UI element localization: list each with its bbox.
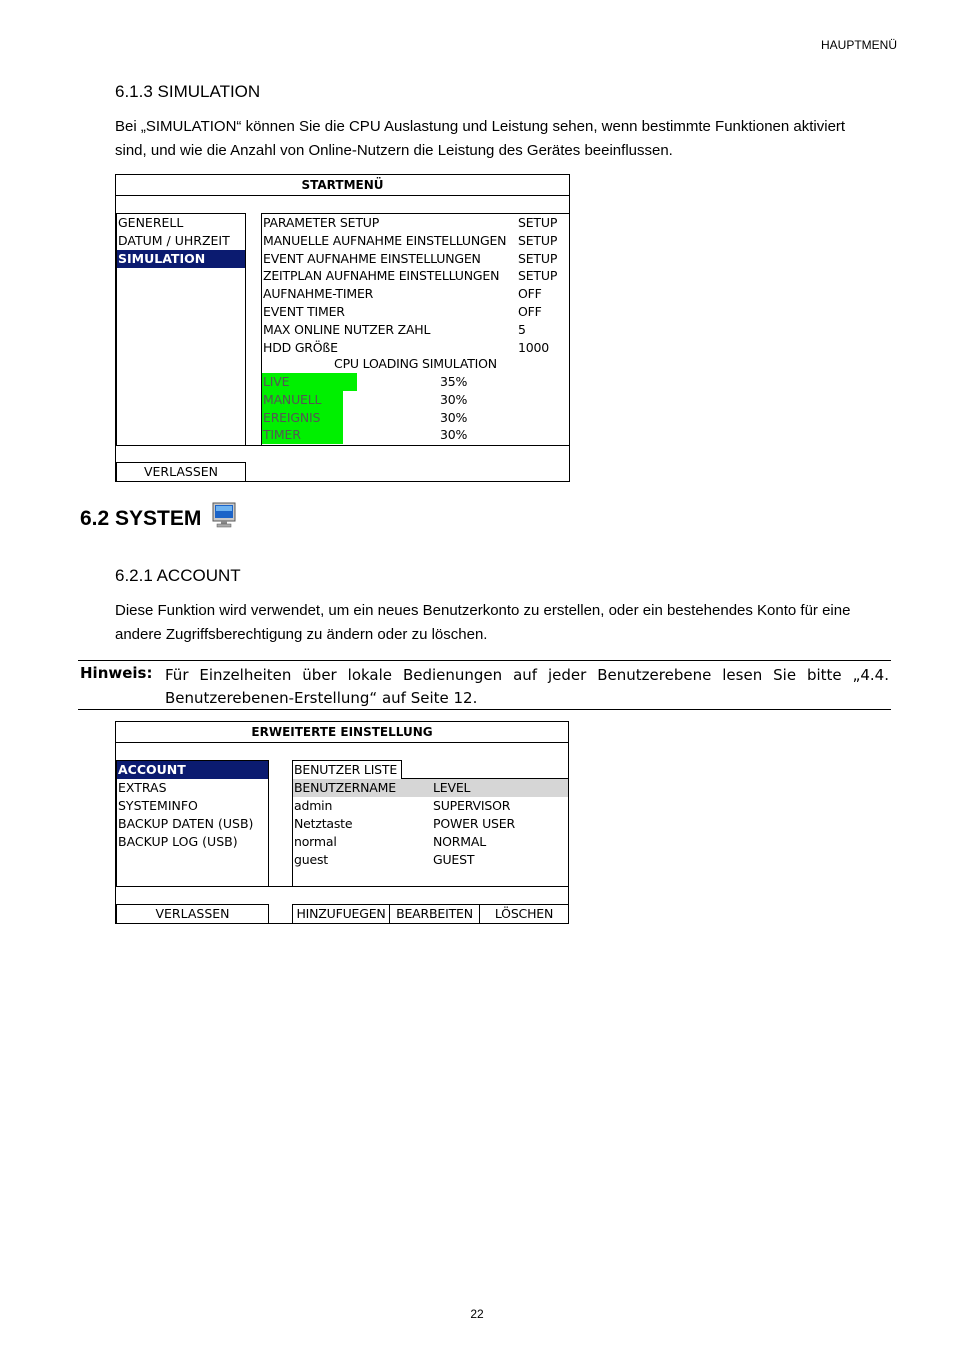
account-description — [115, 599, 895, 647]
setting-value: SETUP — [518, 250, 558, 266]
user-list-panel — [292, 778, 569, 887]
advanced-sidebar — [116, 760, 269, 887]
monitor-icon — [212, 502, 236, 528]
exit-button[interactable]: VERLASSEN — [116, 904, 269, 924]
cpu-load-percent: 30% — [440, 391, 468, 407]
setting-row[interactable] — [262, 321, 569, 339]
setting-row[interactable] — [262, 303, 569, 321]
account-description-line1: Diese Funktion wird verwendet, um ein neues Benutzerkonto zu erstellen, oder ein bestehendes Konto für eine — [115, 602, 851, 619]
note-box — [78, 660, 891, 710]
setting-label: HDD GRÖßE — [263, 339, 338, 355]
cpu-load-bar: EREIGNIS — [262, 409, 343, 427]
menu-item-simulation[interactable]: SIMULATION — [117, 250, 245, 268]
running-header: HAUPTMENÜ — [820, 38, 897, 52]
user-row[interactable] — [293, 833, 568, 851]
user-name: Netztaste — [294, 816, 353, 831]
note-label: Hinweis: — [80, 664, 153, 682]
simulation-description — [115, 115, 895, 163]
advanced-settings-title: ERWEITERTE EINSTELLUNG — [116, 722, 568, 743]
setting-row[interactable] — [262, 267, 569, 285]
section-heading-simulation: 6.1.3 SIMULATION — [115, 82, 261, 101]
startmenu-screen — [115, 174, 570, 482]
simulation-description-line2: sind, und wie die Anzahl von Online-Nutzern die Leistung des Gerätes beeinflussen. — [115, 142, 673, 159]
setting-value: OFF — [518, 304, 542, 319]
account-description-line2: andere Zugriffsberechtigung zu ändern oder zu löschen. — [115, 626, 488, 643]
advanced-footer — [116, 886, 569, 887]
cpu-load-percent: 30% — [440, 409, 468, 425]
user-row[interactable] — [293, 797, 568, 815]
menu-item-account[interactable]: ACCOUNT — [117, 761, 268, 779]
setting-value: SETUP — [518, 215, 558, 230]
setting-label: EVENT AUFNAHME EINSTELLUNGEN — [263, 250, 481, 266]
setting-value: SETUP — [518, 268, 558, 284]
cpu-load-percent: 35% — [440, 374, 468, 389]
menu-item-backup-log[interactable]: BACKUP LOG (USB) — [118, 834, 238, 849]
column-header-username: BENUTZERNAME — [294, 780, 396, 795]
setting-label: AUFNAHME-TIMER — [263, 286, 374, 302]
user-name: normal — [294, 834, 337, 849]
column-header-level: LEVEL — [433, 780, 471, 795]
setting-label: MANUELLE AUFNAHME EINSTELLUNGEN — [263, 232, 507, 248]
section-heading-system: 6.2 SYSTEM — [80, 507, 202, 530]
setting-row[interactable] — [262, 214, 569, 232]
simulation-panel — [261, 213, 570, 446]
add-user-button[interactable]: HINZUFUEGEN — [292, 904, 390, 924]
setting-row[interactable] — [262, 232, 569, 250]
user-name: admin — [294, 798, 333, 813]
simulation-description-line1: Bei „SIMULATION“ können Sie die CPU Auslastung und Leistung sehen, wenn bestimmte Funktionen aktiviert — [115, 118, 846, 135]
setting-value: OFF — [518, 286, 542, 302]
user-name: guest — [294, 852, 328, 867]
cpu-load-percent: 30% — [440, 427, 468, 443]
user-row[interactable] — [293, 815, 568, 833]
user-row[interactable] — [293, 851, 568, 869]
page-number: 22 — [470, 1307, 484, 1321]
tab-benutzer-liste[interactable]: BENUTZER LISTE — [292, 760, 402, 779]
menu-item-datum-uhrzeit[interactable]: DATUM / UHRZEIT — [118, 233, 230, 248]
user-level: GUEST — [433, 852, 475, 867]
exit-button[interactable]: VERLASSEN — [116, 462, 246, 482]
setting-row[interactable] — [262, 285, 569, 303]
menu-item-generell[interactable]: GENERELL — [118, 215, 184, 230]
startmenu-title: STARTMENÜ — [116, 175, 569, 196]
cpu-load-bar: MANUELL — [262, 391, 343, 409]
user-level: NORMAL — [433, 834, 486, 849]
user-level: SUPERVISOR — [433, 798, 511, 813]
menu-item-extras[interactable]: EXTRAS — [118, 780, 167, 795]
cpu-load-bar: TIMER — [262, 426, 343, 444]
setting-label: PARAMETER SETUP — [263, 215, 380, 230]
setting-row[interactable] — [262, 250, 569, 268]
note-text: Für Einzelheiten über lokale Bedienungen auf jeder Benutzerebene lesen Sie bitte „4.4. Benutzerebenen-Erstellung“ auf Seite 12. — [165, 666, 889, 707]
setting-label: MAX ONLINE NUTZER ZAHL — [263, 321, 431, 337]
user-list-header-row — [293, 779, 568, 797]
setting-label: ZEITPLAN AUFNAHME EINSTELLUNGEN — [263, 268, 500, 284]
advanced-settings-screen — [115, 721, 569, 924]
menu-item-backup-daten[interactable]: BACKUP DATEN (USB) — [118, 816, 254, 831]
cpu-load-bar: LIVE — [262, 373, 357, 391]
setting-row[interactable] — [262, 339, 569, 357]
setting-label: EVENT TIMER — [263, 304, 345, 319]
setting-value: SETUP — [518, 232, 558, 248]
edit-user-button[interactable]: BEARBEITEN — [389, 904, 480, 924]
section-heading-account: 6.2.1 ACCOUNT — [115, 566, 241, 585]
delete-user-button[interactable]: LÖSCHEN — [479, 904, 569, 924]
setting-value: 5 — [518, 321, 526, 337]
menu-item-systeminfo[interactable]: SYSTEMINFO — [118, 798, 198, 813]
setting-value: 1000 — [518, 339, 550, 355]
startmenu-sidebar — [116, 213, 246, 446]
user-level: POWER USER — [433, 816, 515, 831]
cpu-simulation-title: CPU LOADING SIMULATION — [334, 356, 497, 371]
